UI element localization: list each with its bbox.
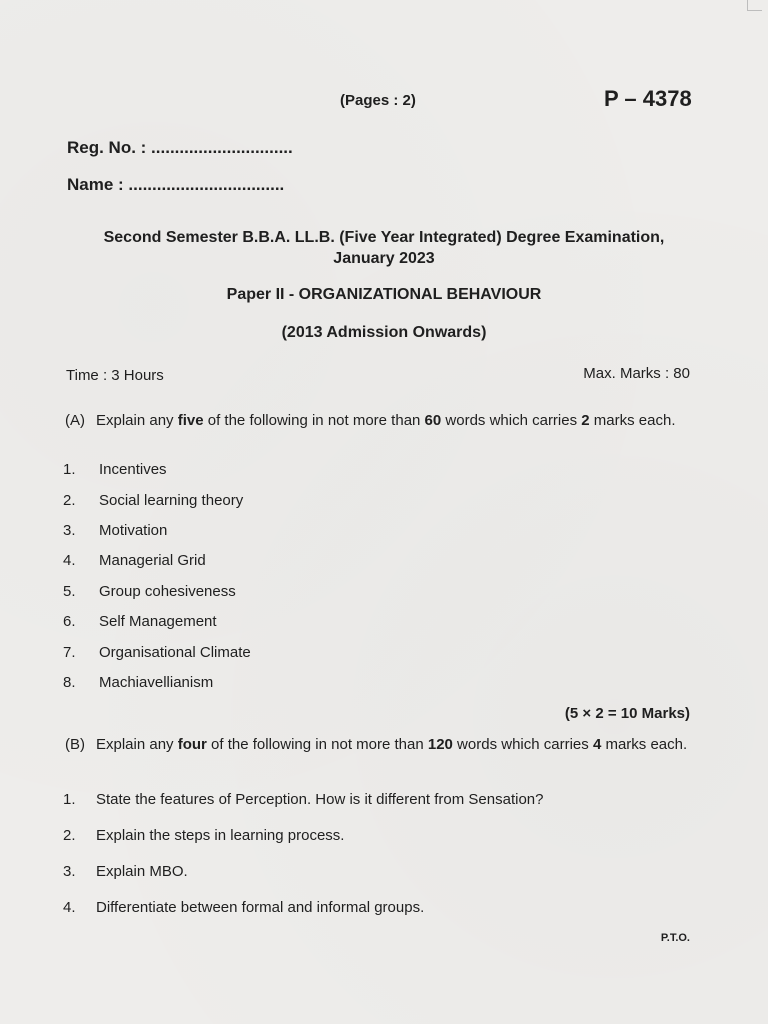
reg-no-field: Reg. No. : .............................. [67,138,293,157]
item-text: Explain the steps in learning process. [96,827,345,844]
paper-code: P – 4378 [604,86,692,111]
pto-mark: P.T.O. [660,932,690,944]
item-text: Self Management [99,613,217,630]
item-text: Machiavellianism [99,674,214,691]
instr-text: words which carries [441,412,582,429]
admission-note: (2013 Admission Onwards) [281,324,487,341]
list-item [63,899,703,921]
item-number: 4. [63,552,76,569]
section-a-text [96,410,691,431]
item-text: State the features of Perception. How is it different from Sensation? [96,791,544,808]
item-number: 2. [63,492,76,509]
item-text: Differentiate between formal and informal groups. [96,899,425,916]
item-number: 3. [63,863,76,880]
instr-bold: 60 [424,412,442,429]
exam-title-line2: January 2023 [333,250,435,267]
max-marks: Max. Marks : 80 [583,365,690,382]
item-text: Organisational Climate [99,644,251,661]
item-text: Managerial Grid [99,552,206,569]
instr-text: Explain any [96,412,178,429]
instr-bold: 120 [427,736,453,753]
section-a-total: (5 × 2 = 10 Marks) [564,705,690,722]
instr-text: marks each. [601,736,688,753]
item-number: 2. [63,827,76,844]
name-field: Name : ................................. [67,175,285,194]
section-a-instruction [65,410,691,431]
item-number: 6. [63,613,76,630]
item-number: 8. [63,674,76,691]
item-number: 4. [63,899,76,916]
instr-text: marks each. [589,412,676,429]
list-item [63,613,703,635]
pages-count: (Pages : 2) [340,92,416,109]
list-item [63,674,703,696]
instr-bold: 2 [581,412,590,429]
item-text: Incentives [99,461,167,478]
page-corner-mark [747,0,762,11]
instr-bold: four [177,736,207,753]
instr-bold: 4 [592,736,602,753]
section-a-tag: (A) [65,412,85,429]
list-item [63,522,703,544]
section-b-instruction [65,734,691,755]
list-item [63,827,703,849]
list-item [63,492,703,514]
list-item [63,583,703,605]
item-number: 5. [63,583,76,600]
time-allowed: Time : 3 Hours [66,367,164,384]
list-item [63,863,703,885]
paper-title: Paper II - ORGANIZATIONAL BEHAVIOUR [226,286,542,303]
list-item [63,552,703,574]
instr-text: of the following in not more than [203,412,425,429]
instr-text: Explain any [96,736,178,753]
instr-bold: five [177,412,204,429]
instr-text: of the following in not more than [206,736,428,753]
section-b-tag: (B) [65,736,85,753]
item-number: 1. [63,791,76,808]
exam-title-line1: Second Semester B.B.A. LL.B. (Five Year Integrated) Degree Examination, [103,229,665,246]
list-item [63,644,703,666]
item-number: 3. [63,522,76,539]
item-number: 1. [63,461,76,478]
section-b-text [96,734,691,755]
list-item [63,791,703,813]
item-number: 7. [63,644,76,661]
item-text: Group cohesiveness [99,583,236,600]
instr-text: words which carries [452,736,593,753]
item-text: Motivation [99,522,168,539]
item-text: Social learning theory [99,492,244,509]
list-item [63,461,703,483]
item-text: Explain MBO. [96,863,188,880]
